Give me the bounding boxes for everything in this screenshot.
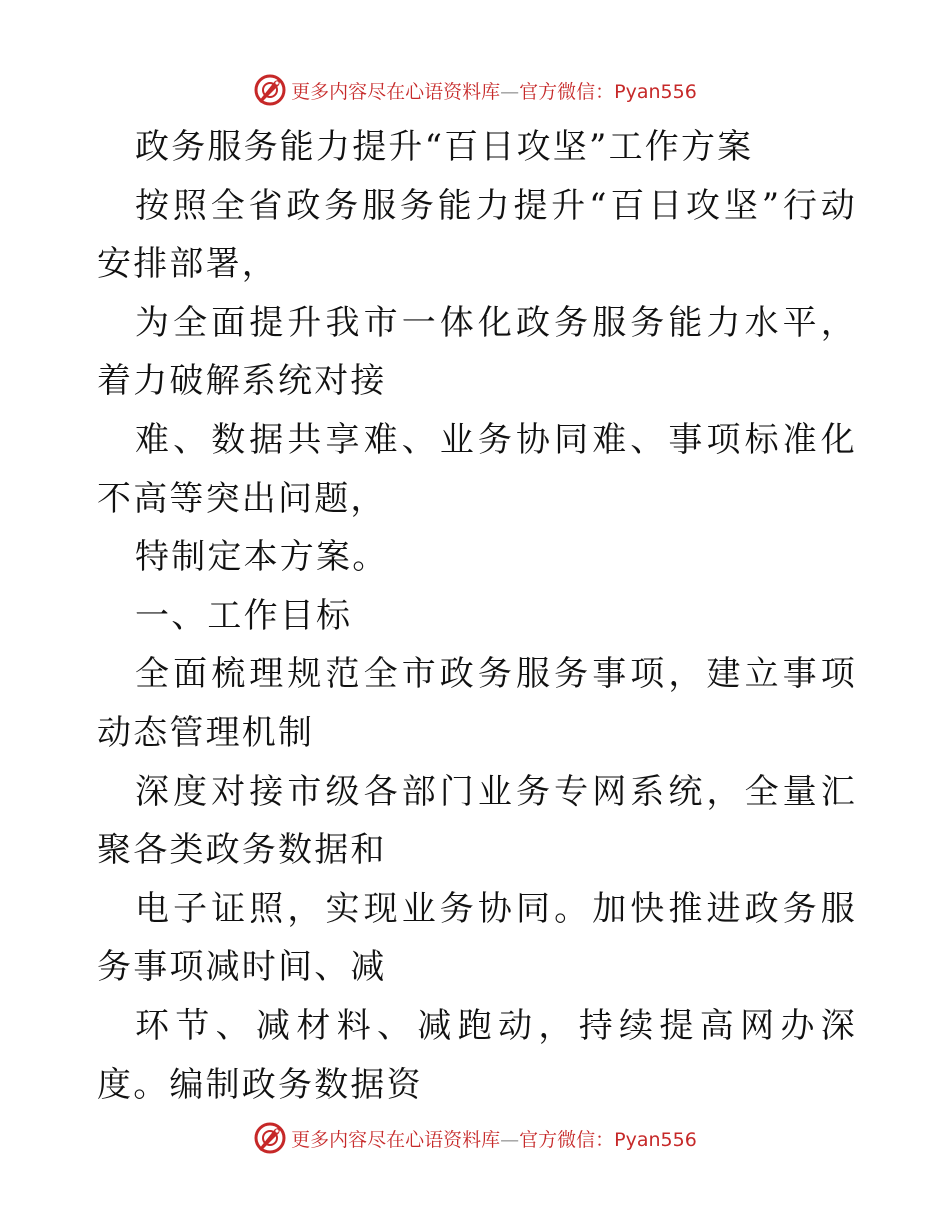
pen-nib-circle-logo-icon	[253, 1121, 287, 1155]
paragraph: 电子证照，实现业务协同。加快推进政务服务事项减时间、减	[97, 888, 857, 988]
paragraph: 难、数据共享难、业务协同难、事项标准化不高等突出问题，	[97, 419, 857, 519]
paragraph: 按照全省政务服务能力提升“百日攻坚”行动安排部署，	[97, 185, 857, 285]
footer-banner-content	[253, 1121, 697, 1155]
document-body	[97, 118, 857, 1114]
paragraph: 为全面提升我市一体化政务服务能力水平，着力破解系统对接	[97, 302, 857, 402]
footer-banner	[0, 1116, 950, 1160]
header-banner-content	[253, 73, 697, 107]
paragraph: 深度对接市级各部门业务专网系统，全量汇聚各类政务数据和	[97, 771, 857, 871]
section-heading: 一、工作目标	[135, 595, 353, 636]
paragraph: 环节、减材料、减跑动，持续提高网办深度。编制政务数据资	[97, 1005, 857, 1105]
paragraph: 特制定本方案。	[135, 537, 389, 578]
pen-nib-circle-logo-icon	[253, 73, 287, 107]
document-title: 政务服务能力提升“百日攻坚”工作方案	[135, 127, 754, 167]
footer-banner-text: 更多内容尽在心语资料库—官方微信：Pyan556	[291, 1128, 697, 1151]
paragraph: 全面梳理规范全市政务服务事项，建立事项动态管理机制	[97, 654, 857, 753]
header-banner-text: 更多内容尽在心语资料库—官方微信：Pyan556	[291, 80, 697, 103]
header-banner	[0, 68, 950, 112]
